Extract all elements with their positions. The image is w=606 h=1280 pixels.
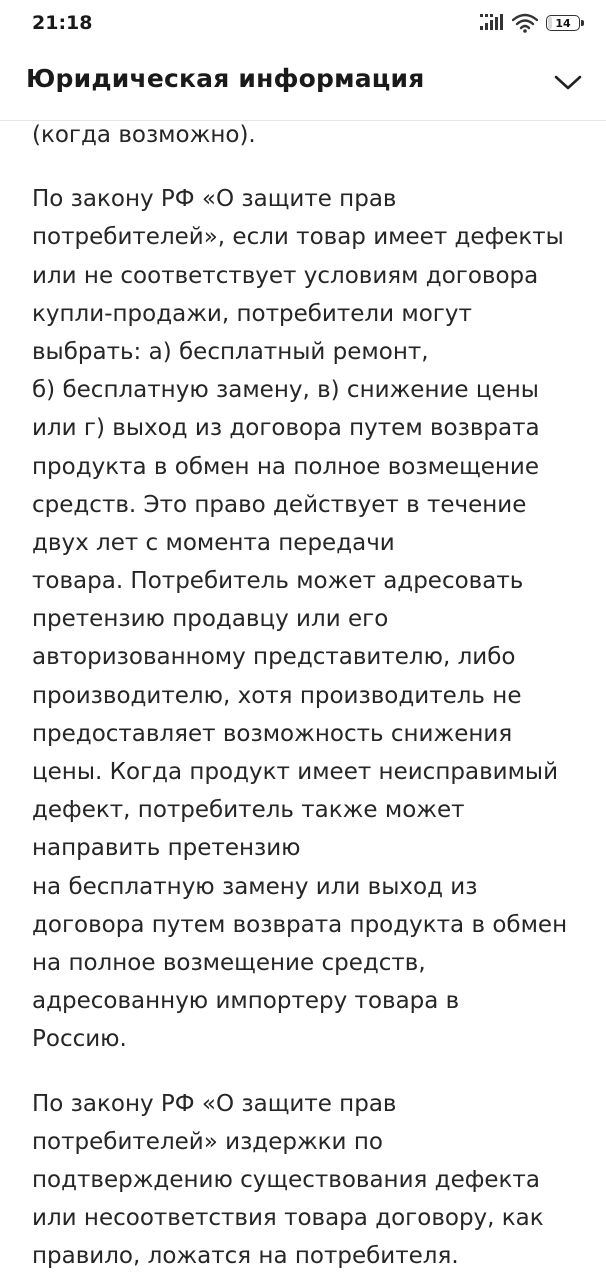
- text-line: купли-продажи, потребители могут: [32, 300, 472, 327]
- text-line: авторизованному представителю, либо: [32, 644, 516, 671]
- text-line: подтверждению существования дефекта: [32, 1166, 540, 1193]
- text-line: правило, ложатся на потребителя.: [32, 1243, 459, 1270]
- text-line: или г) выход из договора путем возврата: [32, 415, 540, 442]
- text-line: цены. Когда продукт имеет неисправимый: [32, 759, 559, 785]
- battery-icon: [546, 15, 580, 31]
- status-bar: [0, 0, 606, 46]
- text-line: потребителей», если товар имеет дефекты: [32, 224, 564, 251]
- text-line: договора путем возврата продукта в обмен: [32, 911, 568, 938]
- text-line: направить претензию: [32, 835, 301, 862]
- text-line: дефект, потребитель также может: [32, 797, 465, 824]
- text-line: производителю, хотя производитель не: [32, 682, 522, 709]
- text-line: Россию.: [32, 1026, 127, 1053]
- text-line: на полное возмещение средств,: [32, 949, 426, 976]
- text-line: или несоответствия товара договору, как: [32, 1205, 544, 1232]
- text-line: двух лет с момента передачи: [32, 529, 395, 556]
- legal-paragraph: [32, 1085, 592, 1276]
- text-line: товара. Потребитель может адресовать: [32, 568, 524, 595]
- text-line: По закону РФ «О защите прав: [32, 186, 397, 213]
- signal-icon: [480, 14, 504, 32]
- battery-fill: [548, 17, 552, 29]
- text-line: претензию продавцу или его: [32, 606, 389, 633]
- text-line: б) бесплатную замену, в) снижение цены: [32, 377, 539, 404]
- text-line: средств. Это право действует в течение: [32, 491, 527, 518]
- text-line: на бесплатную замену или выход из: [32, 873, 478, 900]
- status-icons: [480, 13, 580, 33]
- text-line: выбрать: а) бесплатный ремонт,: [32, 338, 429, 365]
- chevron-down-icon[interactable]: [552, 70, 584, 94]
- page-title: Юридическая информация: [26, 64, 425, 93]
- text-line: (когда возможно).: [32, 122, 256, 148]
- text-line: потребителей» издержки по: [32, 1128, 383, 1155]
- page-header: [0, 46, 606, 121]
- legal-text-content[interactable]: [0, 120, 606, 1280]
- legal-paragraph: [32, 180, 592, 1058]
- battery-level: 14: [555, 16, 571, 30]
- text-line: продукта в обмен на полное возмещение: [32, 453, 540, 480]
- legal-text-body: [32, 120, 592, 1280]
- status-time: 21:18: [32, 12, 93, 34]
- text-line: предоставляет возможность снижения: [32, 720, 513, 747]
- wifi-icon: [512, 13, 538, 33]
- legal-paragraph: [32, 120, 592, 154]
- text-line: адресованную импортеру товара в: [32, 988, 460, 1015]
- text-line: По закону РФ «О защите прав: [32, 1090, 397, 1117]
- text-line: или не соответствует условиям договора: [32, 262, 539, 289]
